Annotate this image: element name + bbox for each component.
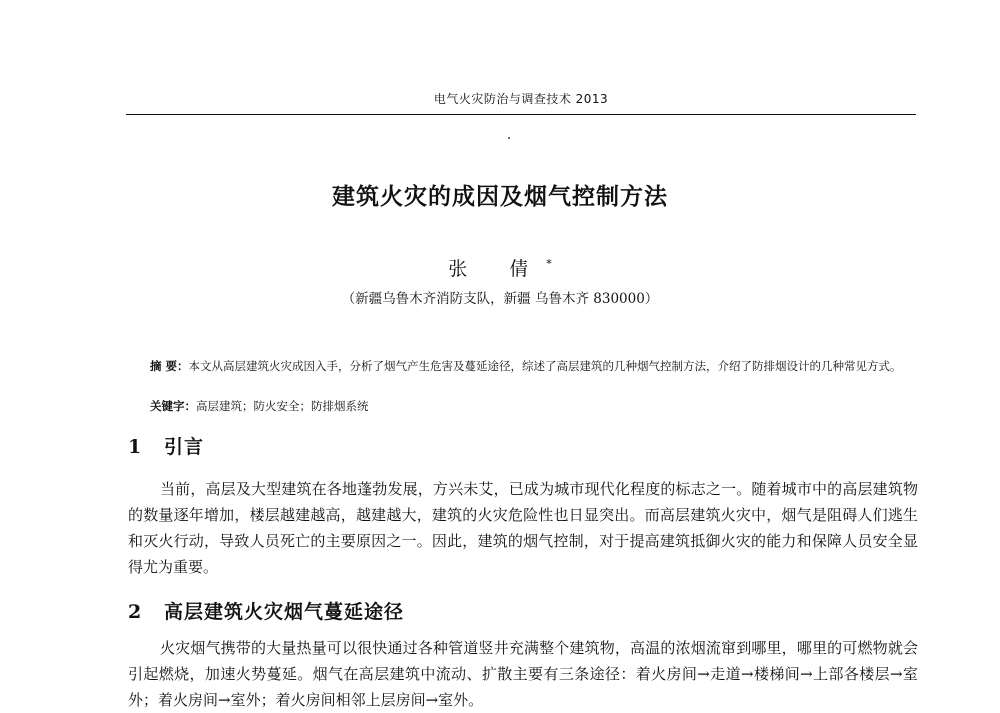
section-paragraph: 火灾烟气携带的大量热量可以很快通过各种管道竖井充满整个建筑物，高温的浓烟流窜到哪里，哪里的可燃物就会引起燃烧，加速火势蔓延。烟气在高层建筑中流动、扩散主要有三条途径：着火房间→走道→楼梯间→上部各楼层→室外；着火房间→室外；着火房间相邻上层房间→室外。 <box>128 639 918 709</box>
section-paragraph: 当前，高层及大型建筑在各地蓬勃发展，方兴未艾，已成为城市现代化程度的标志之一。随着城市中的高层建筑物的数量逐年增加，楼层越建越高，越建越大，建筑的火灾危险性也日显突出。而高层建筑火灾中，烟气是阻碍人们逃生和灭火行动，导致人员死亡的主要原因之一。因此，建筑的烟气控制，对于提高建筑抵御火灾的能力和保障人员安全显得尤为重要。 <box>128 480 918 576</box>
abstract <box>128 356 918 377</box>
keywords <box>150 398 910 414</box>
keywords-text: 高层建筑；防火安全；防排烟系统 <box>196 399 369 413</box>
section-heading-introduction <box>128 432 204 459</box>
running-header: 电气火灾防治与调查技术 2013 <box>433 92 609 106</box>
section-title: 引言 <box>164 436 205 458</box>
section-heading-smoke-spread <box>128 597 404 624</box>
speck <box>508 137 510 139</box>
section-title: 高层建筑火灾烟气蔓延途径 <box>164 601 405 623</box>
author-footnote-mark: * <box>546 257 552 271</box>
author-affiliation: （新疆乌鲁木齐消防支队，新疆 乌鲁木齐 830000） <box>341 291 659 307</box>
abstract-label: 摘 要： <box>150 359 189 373</box>
section-number: 1 <box>128 436 143 458</box>
paper-title: 建筑火灾的成因及烟气控制方法 <box>332 184 668 210</box>
section-number: 2 <box>128 601 143 623</box>
keywords-label: 关键字： <box>150 399 196 413</box>
abstract-text: 本文从高层建筑火灾成因入手，分析了烟气产生危害及蔓延途径，综述了高层建筑的几种烟气控制方法，介绍了防排烟设计的几种常见方式。 <box>188 359 902 373</box>
header-rule <box>126 114 916 115</box>
author-line <box>0 254 1000 281</box>
author-name: 张 倩 <box>448 258 547 280</box>
